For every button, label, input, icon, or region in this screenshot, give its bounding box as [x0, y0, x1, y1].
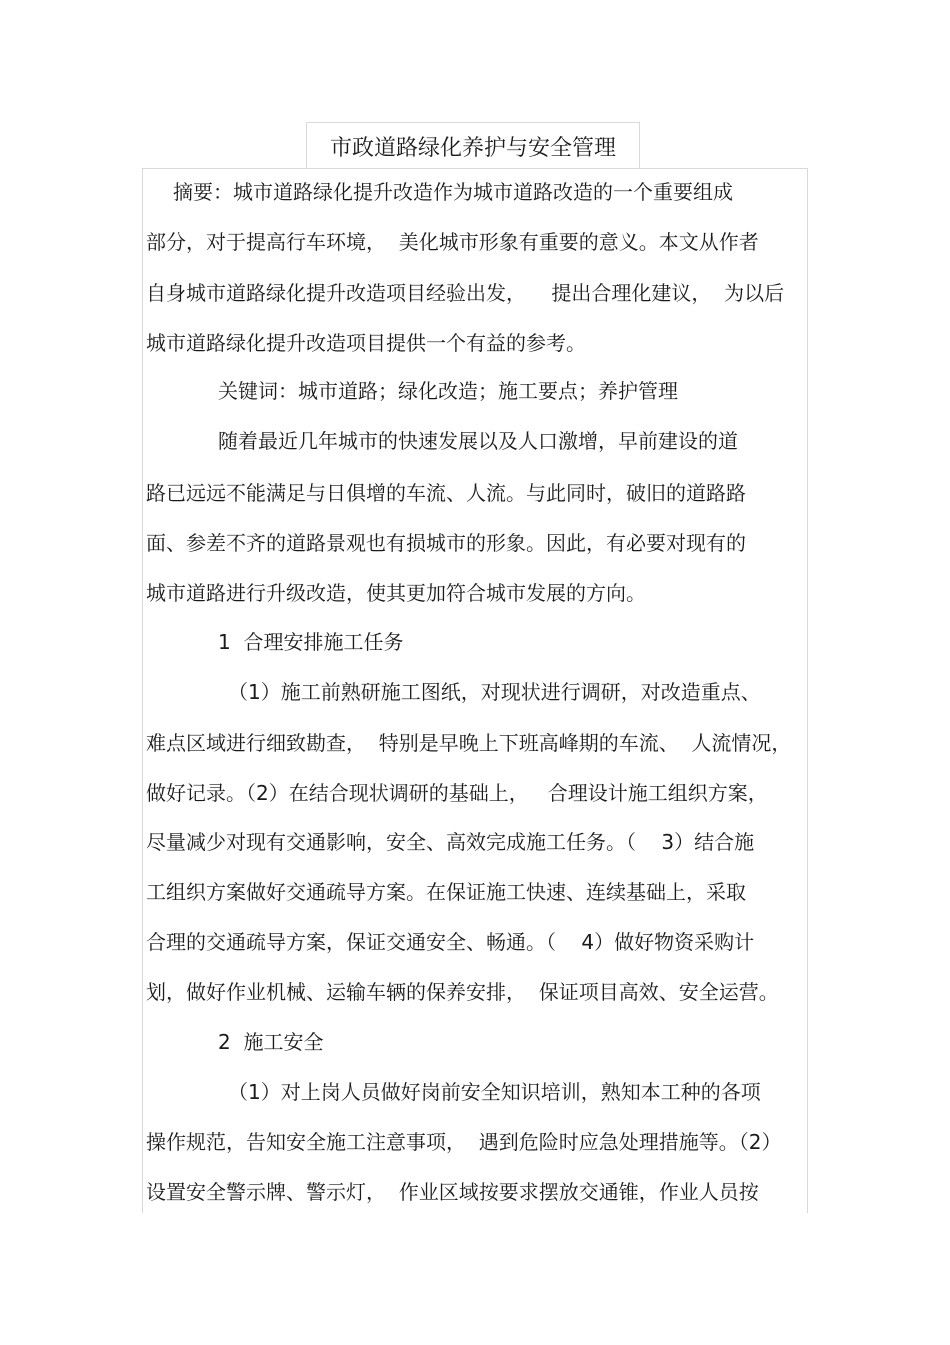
keywords-line: 关键词：城市道路；绿化改造；施工要点；养护管理: [218, 379, 678, 403]
section2-line-1: （1）对上岗人员做好岗前安全知识培训，熟知本工种的各项: [228, 1080, 761, 1104]
section1-line-4: 尽量减少对现有交通影响，安全、高效完成施工任务。（ 3）结合施: [146, 830, 755, 854]
section1-line-1: （1）施工前熟研施工图纸，对现状进行调研，对改造重点、: [228, 680, 761, 704]
section1-line-6: 合理的交通疏导方案，保证交通安全、畅通。（ 4）做好物资采购计: [146, 930, 755, 954]
section-heading-1: 1 合理安排施工任务: [218, 630, 404, 654]
abstract-line-1: 摘要：城市道路绿化提升改造作为城市道路改造的一个重要组成: [173, 180, 733, 204]
paragraph-line-3: 面、参差不齐的道路景观也有损城市的形象。因此，有必要对现有的: [146, 531, 746, 555]
document-title: 市政道路绿化养护与安全管理: [329, 136, 616, 161]
abstract-line-3: 自身城市道路绿化提升改造项目经验出发， 提出合理化建议， 为以后: [146, 281, 785, 305]
section-heading-2: 2 施工安全: [218, 1030, 324, 1054]
paragraph-line-1: 随着最近几年城市的快速发展以及人口激增，早前建设的道: [218, 429, 738, 453]
section2-line-2: 操作规范，告知安全施工注意事项， 遇到危险时应急处理措施等。（2）: [146, 1130, 782, 1154]
title-frame: [306, 122, 640, 168]
section1-line-2: 难点区域进行细致勘查， 特别是早晚上下班高峰期的车流、 人流情况，: [146, 731, 792, 755]
paragraph-line-4: 城市道路进行升级改造，使其更加符合城市发展的方向。: [146, 581, 646, 605]
section1-line-7: 划，做好作业机械、运输车辆的保养安排， 保证项目高效、安全运营。: [146, 980, 779, 1004]
paragraph-line-2: 路已远远不能满足与日俱增的车流、人流。与此同时，破旧的道路路: [146, 481, 746, 505]
section1-line-5: 工组织方案做好交通疏导方案。在保证施工快速、连续基础上，采取: [146, 880, 746, 904]
abstract-line-2: 部分，对于提高行车环境， 美化城市形象有重要的意义。本文从作者: [146, 230, 759, 254]
section2-line-3: 设置安全警示牌、警示灯， 作业区域按要求摆放交通锥，作业人员按: [146, 1180, 759, 1204]
abstract-line-4: 城市道路绿化提升改造项目提供一个有益的参考。: [146, 331, 586, 355]
section1-line-3: 做好记录。（2）在结合现状调研的基础上， 合理设计施工组织方案，: [146, 781, 768, 805]
